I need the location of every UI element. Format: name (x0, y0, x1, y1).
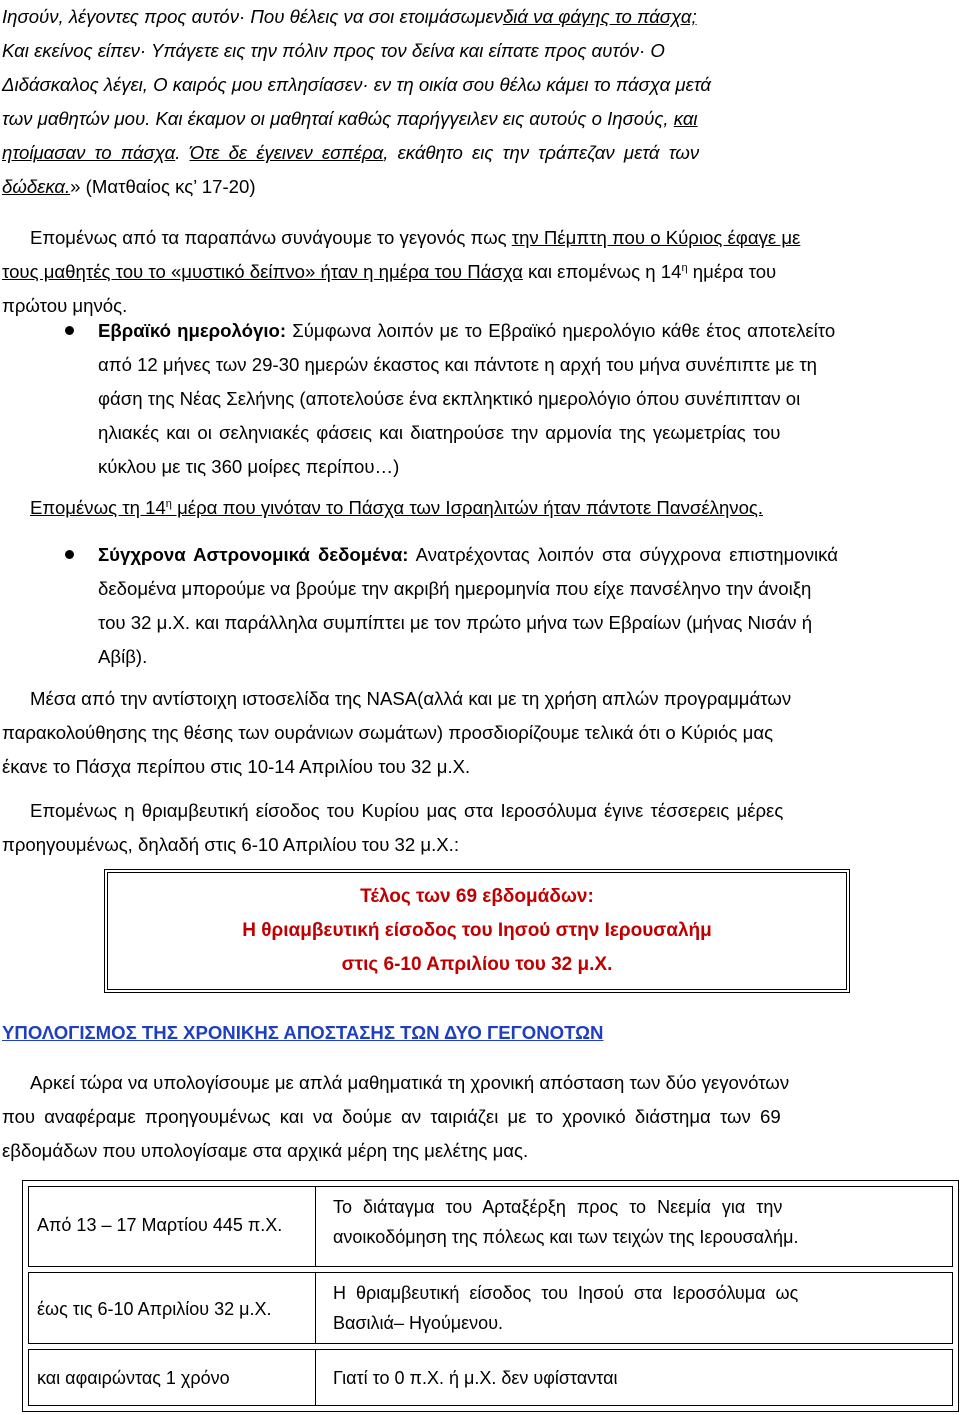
bullet-text: δεδομένα μπορούμε να βρούμε την ακριβή ημερομηνία που είχε πανσέληνο την άνοιξη (98, 578, 812, 599)
bullet-text: κύκλου με τις 360 μοίρες περίπου…) (98, 456, 400, 477)
paragraph-line (2, 750, 470, 784)
bullet-line (98, 640, 147, 674)
comparison-table (22, 1180, 959, 1412)
quote-text: . (175, 142, 190, 163)
bullet-line (98, 416, 780, 450)
bullet-line (98, 450, 399, 484)
paragraph-text: ημέρα του (687, 261, 777, 282)
cell-text: ανοικοδόμηση της πόλεως και των τειχών της Ιερουσαλήμ. (333, 1227, 799, 1247)
cell-text: Το διάταγμα του Αρταξέρξη προς το Νεεμία για την (333, 1197, 783, 1217)
quote-line (2, 170, 256, 204)
bullet-text: από 12 μήνες των 29-30 ημερών έκαστος και πάντοτε η αρχή του μήνα συνέπιπτε με τη (98, 354, 817, 375)
quote-text: Και εκείνος είπεν· Υπάγετε εις την πόλιν προς τον δείνα και είπατε προς αυτόν· Ο (2, 40, 665, 61)
quote-line (2, 68, 954, 102)
quote-line (2, 136, 954, 170)
paragraph-text: πρώτου μηνός. (2, 295, 128, 316)
paragraph-text: και επομένως η 14 (522, 261, 682, 282)
bullet-icon (65, 326, 74, 335)
paragraph-text: έκανε το Πάσχα περίπου στις 10-14 Απριλίου του 32 μ.Χ. (2, 756, 471, 777)
paragraph-text: παρακολούθησης της θέσης των ουράνιων σωμάτων) προσδιορίζουμε τελικά ότι ο Κύριός μας (2, 722, 774, 743)
cell-text: Γιατί το 0 π.Χ. ή μ.Χ. δεν υφίστανται (333, 1368, 618, 1388)
paragraph-line (2, 1100, 781, 1134)
quote-line (2, 34, 954, 68)
table-cell (28, 1349, 316, 1406)
highlight-box (107, 872, 847, 990)
underlined-text: μέρα που γινόταν το Πάσχα των Ισραηλιτών ήταν πάντοτε Πανσέληνος. (171, 497, 764, 518)
table-cell (316, 1349, 953, 1406)
paragraph-text: προηγουμένως, δηλαδή στις 6-10 Απριλίου του 32 μ.Χ.: (2, 834, 460, 855)
bullet-text: Σύμφωνα λοιπόν με το Εβραϊκό ημερολόγιο κάθε έτος αποτελείτο (286, 320, 836, 341)
section-heading: ΥΠΟΛΟΓΙΣΜΟΣ ΤΗΣ ΧΡΟΝΙΚΗΣ ΑΠΟΣΤΑΣΗΣ ΤΩΝ ΔΥΟ ΓΕΓΟΝΟΤΩΝ (2, 1022, 604, 1043)
paragraph-line (30, 491, 763, 525)
quote-line (2, 102, 698, 136)
underlined-text: τους μαθητές του το «μυστικό δείπνο» ήταν η ημέρα του Πάσχα (2, 261, 523, 282)
quote-text: , εκάθητο εις την τράπεζαν μετά των (383, 142, 700, 163)
bullet-icon (65, 550, 74, 559)
bullet-title: Εβραϊκό ημερολόγιο: (98, 320, 287, 341)
paragraph-line (30, 221, 800, 255)
table-cell (316, 1272, 953, 1344)
table-cell (316, 1186, 953, 1267)
table-cell (28, 1186, 316, 1267)
box-line: Η θριαμβευτική είσοδος του Ιησού στην Ιερουσαλήμ (242, 920, 712, 941)
cell-text: Από 13 – 17 Μαρτίου 445 π.Χ. (37, 1215, 283, 1235)
underlined-text: την Πέμπτη που ο Κύριος έφαγε με (511, 227, 801, 248)
table-cell (28, 1272, 316, 1344)
cell-text: Η θριαμβευτική είσοδος του Ιησού στα Ιεροσόλυμα ως (333, 1283, 799, 1303)
paragraph-line (2, 255, 776, 289)
quote-text: Διδάσκαλος λέγει, Ο καιρός μου επλησίασεν· εν τη οικία σου θέλω κάμει το πάσχα μετά (2, 74, 712, 95)
quote-underlined-text: και (673, 108, 698, 129)
paragraph-text: Επομένως η θριαμβευτική είσοδος του Κυρίου μας στα Ιεροσόλυμα έγινε τέσσερεις μέρες (30, 800, 784, 821)
bullet-line (98, 382, 800, 416)
paragraph-text: Αρκεί τώρα να υπολογίσουμε με απλά μαθηματικά τη χρονική απόσταση των δύο γεγονότων (30, 1072, 790, 1093)
bullet-line (98, 538, 956, 572)
paragraph-line (2, 828, 459, 862)
bullet-text: του 32 μ.Χ. και παράλληλα συμπίπτει με τον πρώτο μήνα των Εβραίων (μήνας Νισάν ή (98, 612, 813, 633)
box-line: Τέλος των 69 εβδομάδων: (360, 886, 594, 907)
quote-line (2, 0, 697, 34)
bullet-line (98, 572, 811, 606)
box-line: στις 6-10 Απριλίου του 32 μ.Χ. (341, 954, 613, 975)
paragraph-text: που αναφέραμε προηγουμένως και να δούμε αν ταιριάζει με το χρονικό διάστημα των 69 (2, 1106, 781, 1127)
paragraph-line (2, 716, 773, 750)
quote-underlined-text: Ότε δε έγεινεν εσπέρα (189, 142, 384, 163)
quote-text: των μαθητών μου. Και έκαμον οι μαθηταί καθώς παρήγγειλεν εις αυτούς ο Ιησούς, (2, 108, 669, 129)
underlined-text: Επομένως τη 14 (30, 497, 166, 518)
paragraph-text: Επομένως από τα παραπάνω συνάγουμε το γεγονός πως (30, 227, 512, 248)
bullet-line (98, 606, 812, 640)
bullet-text: Ανατρέχοντας λοιπόν στα σύγχρονα επιστημονικά (408, 544, 838, 565)
quote-underlined-text: ητοίμασαν το πάσχα (2, 142, 176, 163)
paragraph-line (30, 794, 783, 828)
paragraph-line (2, 1134, 528, 1168)
paragraph-text: Μέσα από την αντίστοιχη ιστοσελίδα της NASA(αλλά και με τη χρήση απλών προγραμμάτων (30, 688, 792, 709)
quote-text: Ιησούν, λέγοντες προς αυτόν· Που θέλεις να σοι ετοιμάσωμεν (2, 6, 503, 27)
paragraph-line (30, 1066, 789, 1100)
bullet-title: Σύγχρονα Αστρονομικά δεδομένα: (98, 544, 409, 565)
bullet-line (98, 314, 956, 348)
superscript: η (681, 261, 688, 274)
superscript: η (165, 497, 172, 510)
cell-text: έως τις 6-10 Απριλίου 32 μ.Χ. (37, 1299, 272, 1319)
quote-reference: » (Ματθαίος κς’ 17-20) (70, 176, 256, 197)
cell-text: και αφαιρώντας 1 χρόνο (37, 1368, 230, 1388)
quote-underlined-text: διά να φάγης το πάσχα; (502, 6, 697, 27)
bullet-line (98, 348, 817, 382)
paragraph-text: εβδομάδων που υπολογίσαμε στα αρχικά μέρη της μελέτης μας. (2, 1140, 529, 1161)
bullet-text: Αβίβ). (98, 646, 148, 667)
bullet-text: ηλιακές και οι σεληνιακές φάσεις και διατηρούσε την αρμονία της γεωμετρίας του (98, 422, 781, 443)
cell-text: Βασιλιά– Ηγούμενου. (333, 1313, 504, 1333)
quote-underlined-text: δώδεκα. (2, 176, 71, 197)
paragraph-line (30, 682, 791, 716)
bullet-text: φάση της Νέας Σελήνης (αποτελούσε ένα εκπληκτικό ημερολόγιο όπου συνέπιπταν οι (98, 388, 801, 409)
